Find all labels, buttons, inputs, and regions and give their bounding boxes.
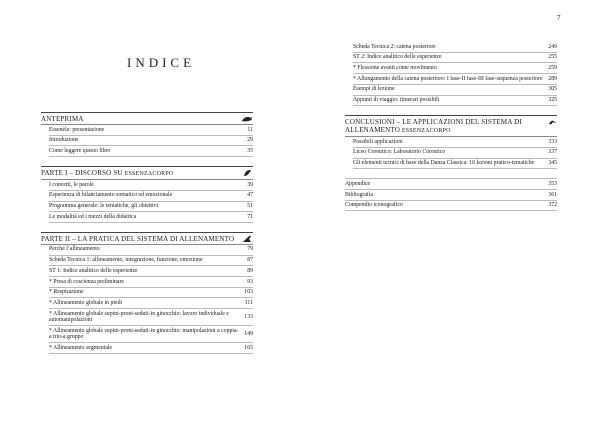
toc-entry[interactable] bbox=[353, 53, 557, 64]
entry-page: 305 bbox=[548, 86, 557, 93]
entry-label: * Presa di coscienza preliminare bbox=[49, 278, 125, 285]
toc-entry[interactable] bbox=[345, 190, 557, 201]
section-entries bbox=[49, 180, 253, 223]
toc-entry[interactable] bbox=[49, 343, 253, 354]
toc-entry[interactable] bbox=[49, 125, 253, 136]
section-heading-text: PARTE I – DISCORSO SU bbox=[41, 169, 125, 178]
toc-entry[interactable] bbox=[49, 266, 253, 277]
toc-entry[interactable] bbox=[353, 74, 557, 85]
entry-page: 325 bbox=[548, 97, 557, 104]
entry-label: Programma generale: le tematiche, gli obiettivi bbox=[49, 203, 159, 210]
entry-label: * Allineamento globale in piedi bbox=[49, 299, 123, 306]
entry-page: 39 bbox=[247, 181, 253, 188]
toc-entry[interactable] bbox=[49, 298, 253, 309]
entry-page: 165 bbox=[244, 344, 253, 351]
toc-entry[interactable] bbox=[353, 63, 557, 74]
entry-page: 29 bbox=[247, 137, 253, 144]
section-anteprima bbox=[41, 112, 253, 125]
toc-entry[interactable] bbox=[353, 85, 557, 96]
section-entries bbox=[49, 125, 253, 157]
section-heading: PARTE II – LA PRATICA DEL SISTEMA DI ALLENAMENTO bbox=[41, 234, 235, 243]
section-conclusioni bbox=[345, 115, 557, 137]
entry-label: Perché l’allineamento bbox=[49, 246, 100, 253]
toc-entry[interactable] bbox=[49, 245, 253, 256]
entry-label: ST 1: Indice analitico delle esperienze bbox=[49, 267, 138, 274]
section-heading-small: ESSENZACORPO bbox=[124, 171, 174, 178]
section-heading bbox=[41, 169, 173, 178]
entry-label: Scheda Tecnica 2: catena posteriore bbox=[353, 43, 436, 50]
entry-label: Gli elementi tecnici di base della Danza Classica: 10 lezioni pratico-tematiche bbox=[353, 160, 535, 167]
entry-label: Scheda Tecnica 1: allineamento, integrazione, funzione, emozione bbox=[49, 257, 203, 264]
toc-entry[interactable] bbox=[353, 148, 557, 159]
continued-entries bbox=[353, 42, 557, 106]
entry-page: 372 bbox=[548, 202, 557, 209]
section-entries bbox=[353, 137, 557, 169]
entry-page: 111 bbox=[244, 299, 253, 306]
entry-label: I concetti, le parole bbox=[49, 181, 94, 188]
entry-label: Essenèle: presentazione bbox=[49, 126, 105, 133]
toc-entry[interactable] bbox=[49, 191, 253, 202]
entry-page: 249 bbox=[548, 43, 557, 50]
entry-label: * Flessione avanti come movimento bbox=[353, 64, 437, 71]
page-number: 7 bbox=[557, 14, 561, 22]
entry-page: 133 bbox=[244, 313, 253, 320]
dancer-icon bbox=[241, 115, 253, 123]
toc-entry[interactable] bbox=[353, 137, 557, 148]
toc-entry[interactable] bbox=[345, 201, 557, 212]
entry-page: 149 bbox=[244, 330, 253, 337]
entry-page: 255 bbox=[548, 54, 557, 61]
toc-entry[interactable] bbox=[49, 136, 253, 147]
toc-right-column bbox=[345, 42, 557, 211]
entry-page: 103 bbox=[244, 289, 253, 296]
toc-entry[interactable] bbox=[49, 326, 253, 343]
section-heading bbox=[345, 118, 548, 135]
section-parte-1 bbox=[41, 166, 253, 180]
entry-label: * Allungamento della catena posteriore: I fase-II fase-III fase-sequenza posteriore bbox=[353, 75, 543, 82]
entry-label: Esempi di lezione bbox=[353, 86, 395, 93]
toc-entry[interactable] bbox=[49, 309, 253, 326]
dancer-icon bbox=[548, 118, 557, 126]
section-parte-2 bbox=[41, 232, 253, 245]
section-heading-text: CONCLUSIONI – LE APPLICAZIONI DEL SISTEMA DI ALLENAMENTO bbox=[345, 118, 522, 135]
toc-entry[interactable] bbox=[353, 159, 557, 170]
entry-page: 337 bbox=[548, 149, 557, 156]
entry-page: 11 bbox=[247, 126, 253, 133]
entry-page: 361 bbox=[548, 191, 557, 198]
entry-page: 79 bbox=[247, 246, 253, 253]
entry-page: 87 bbox=[247, 257, 253, 264]
section-heading-small: ESSENZACORPO bbox=[401, 128, 451, 135]
entry-label: * Allineamento globale supini-proni-seduti-in ginocchio: manipolazioni a coppia-a trio-a gruppo bbox=[49, 327, 239, 341]
toc-entry[interactable] bbox=[49, 180, 253, 191]
entry-page: 289 bbox=[548, 75, 557, 82]
entry-page: 93 bbox=[247, 278, 253, 285]
toc-entry[interactable] bbox=[49, 202, 253, 213]
entry-label: Come leggere questo libro bbox=[49, 147, 111, 154]
entry-page: 71 bbox=[247, 213, 253, 220]
dancer-icon bbox=[241, 169, 253, 177]
entry-label: * Allineamento segmentale bbox=[49, 344, 113, 351]
entry-label: Introduzione bbox=[49, 137, 79, 144]
toc-entry[interactable] bbox=[49, 256, 253, 267]
toc-entry[interactable] bbox=[345, 179, 557, 190]
entry-label: Compendio iconografico bbox=[345, 202, 403, 209]
toc-entry[interactable] bbox=[353, 96, 557, 107]
toc-entry[interactable] bbox=[49, 146, 253, 157]
dancer-icon bbox=[241, 235, 253, 243]
toc-entry[interactable] bbox=[49, 288, 253, 299]
entry-page: 333 bbox=[548, 138, 557, 145]
toc-entry[interactable] bbox=[49, 212, 253, 223]
section-entries bbox=[49, 245, 253, 354]
entry-label: Bibliografia bbox=[345, 191, 374, 198]
toc-entry[interactable] bbox=[49, 277, 253, 288]
toc-left-column bbox=[41, 112, 253, 354]
entry-label: ST 2: Indice analitico delle esperienze bbox=[353, 54, 442, 61]
entry-page: 51 bbox=[247, 203, 253, 210]
entry-label: Liceo Coreutico: Laboratorio Coreutico bbox=[353, 149, 446, 156]
entry-label: * Allineamento globale supini-proni-seduti-in ginocchio: lavoro individuale e automanipolazioni bbox=[49, 310, 229, 324]
entry-label: Le modalità ed i mezzi della didattica bbox=[49, 213, 137, 220]
entry-page: 259 bbox=[548, 64, 557, 71]
entry-page: 345 bbox=[548, 160, 557, 167]
page-title: INDICE bbox=[127, 55, 196, 70]
entry-label: Esperienza di bilanciamento somatico ed emozionale bbox=[49, 192, 173, 199]
entry-label: Appendice bbox=[345, 180, 371, 187]
entry-page: 353 bbox=[548, 180, 557, 187]
entry-label: Possibili applicazioni bbox=[353, 138, 403, 145]
toc-entry[interactable] bbox=[353, 42, 557, 53]
entry-label: * Respirazione bbox=[49, 289, 84, 296]
section-heading: ANTEPRIMA bbox=[41, 115, 84, 123]
entry-page: 47 bbox=[247, 192, 253, 199]
appendix-entries bbox=[345, 178, 557, 211]
entry-page: 89 bbox=[247, 267, 253, 274]
entry-label: Appunti di viaggio: itinerari possibili bbox=[353, 97, 440, 104]
entry-page: 35 bbox=[247, 147, 253, 154]
